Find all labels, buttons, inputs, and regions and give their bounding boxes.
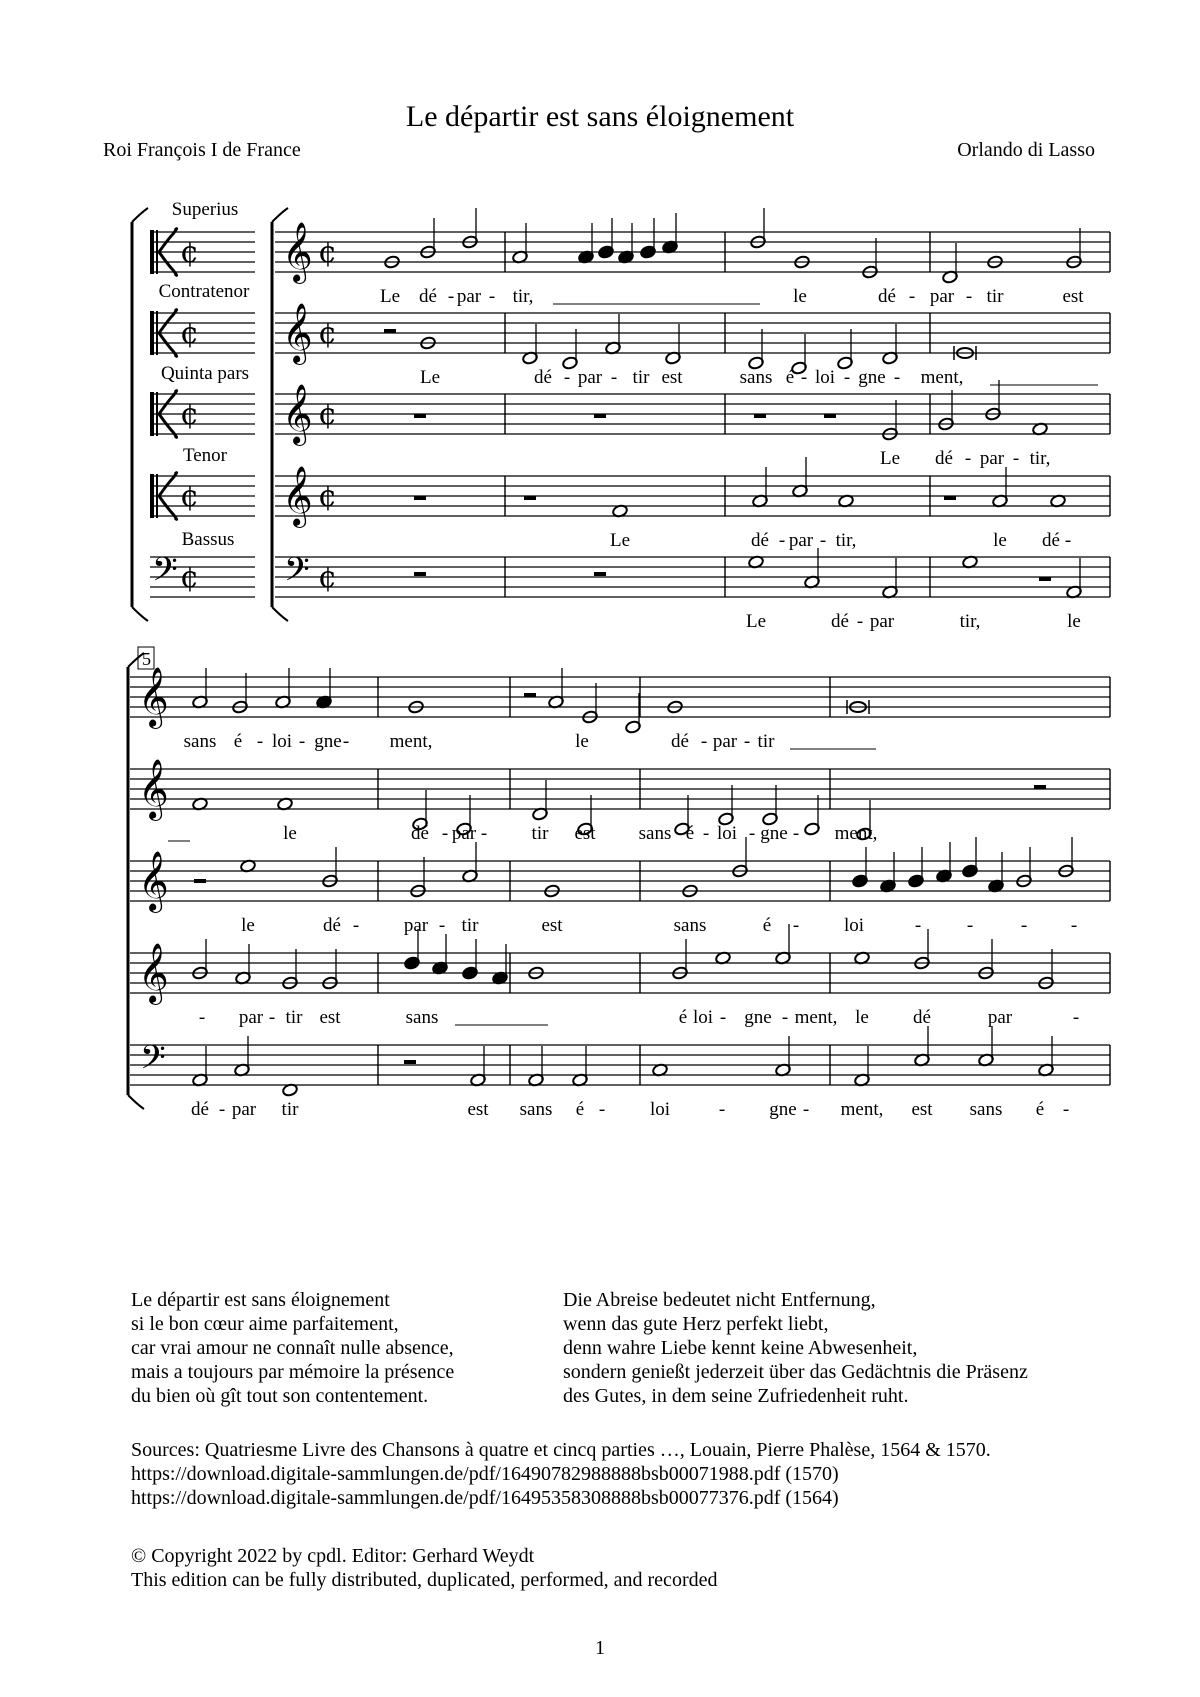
text-line: wenn das gute Herz perfekt liebt,	[563, 1313, 829, 1335]
lyric-syllable: -	[480, 823, 488, 844]
lyric-syllable: -	[908, 286, 916, 307]
lyric-syllable: par	[577, 367, 603, 388]
lyric-syllable: gne	[760, 823, 788, 844]
lyric-syllable: tir	[281, 1099, 299, 1120]
lyric-syllable: tir	[986, 286, 1004, 307]
voice-name: Superius	[171, 199, 239, 220]
treble-clef-icon: 𝄞	[282, 384, 313, 444]
lyric-syllable: é	[678, 1007, 688, 1028]
lyric-syllable: par	[788, 530, 814, 551]
lyric-syllable: loi	[814, 367, 836, 388]
lyric-syllable: dé	[191, 1099, 209, 1120]
clef-bar	[156, 474, 158, 518]
text-line: mais a toujours par mémoire la présence	[131, 1361, 455, 1383]
lyric-syllable: -	[819, 530, 827, 551]
lyric-syllable: tir	[461, 915, 479, 936]
clef-bar	[156, 311, 158, 355]
clef-bar	[150, 474, 154, 518]
rest	[194, 879, 206, 883]
clef-bar	[150, 311, 154, 355]
lyric-syllable: tir	[632, 367, 650, 388]
lyric-syllable: gne	[744, 1007, 772, 1028]
lyric-syllable: é	[762, 915, 772, 936]
lyric-syllable: loi	[692, 1007, 714, 1028]
voice-name: Quinta pars	[160, 363, 250, 384]
lyric-syllable: le	[283, 823, 297, 844]
lyric-syllable: sans	[739, 367, 773, 388]
lyric-syllable: le	[793, 286, 807, 307]
rest	[414, 572, 426, 576]
lyricist: Roi François I de France	[103, 139, 301, 161]
lyric-syllable: tir,	[959, 611, 981, 632]
lyric-syllable: par	[979, 448, 1005, 469]
lyric-syllable: est	[574, 823, 596, 844]
lyric-syllable: é	[1035, 1099, 1045, 1120]
cut-time-icon: ¢	[318, 560, 338, 595]
treble-clef-icon: 𝄞	[138, 851, 169, 911]
voice-name: Contratenor	[158, 281, 250, 302]
lyric-syllable: dé	[913, 1007, 931, 1028]
lyric-syllable: gne	[769, 1099, 797, 1120]
lyric-syllable: ment,	[834, 823, 878, 844]
treble-clef-icon: 𝄞	[282, 222, 313, 282]
lyric-syllable: -	[298, 731, 306, 752]
voice-name: Tenor	[182, 445, 228, 466]
text-line: car vrai amour ne connaît nulle absence,	[131, 1337, 454, 1359]
lyric-syllable: -	[438, 915, 446, 936]
cut-time-icon: ¢	[180, 560, 200, 595]
lyric-syllable: sans	[519, 1099, 553, 1120]
lyric-syllable: tir	[285, 1007, 303, 1028]
poem-french	[131, 1288, 454, 1408]
lyric-syllable: ment,	[840, 1099, 884, 1120]
text-line: Sources: Quatriesme Livre des Chansons à quatre et cincq parties …, Louain, Pierre Phalèse, 1564 & 1570.	[131, 1439, 991, 1461]
lyric-syllable: par	[456, 286, 482, 307]
lyric-syllable: Le	[745, 611, 767, 632]
lyric-syllable: sans	[638, 823, 672, 844]
cut-time-icon: ¢	[180, 479, 200, 514]
lyric-syllable: dé	[935, 448, 953, 469]
lyric-syllable: par	[929, 286, 955, 307]
lyric-syllable: loi	[716, 823, 738, 844]
composer: Orlando di Lasso	[957, 139, 1095, 161]
lyric-syllable: tir	[531, 823, 549, 844]
cut-time-icon: ¢	[318, 316, 338, 351]
text-line: © Copyright 2022 by cpdl. Editor: Gerhard Weydt	[131, 1545, 535, 1567]
clef-bar	[156, 230, 158, 274]
cut-time-icon: ¢	[180, 397, 200, 432]
lyric-syllable: sans	[673, 915, 707, 936]
lyric-syllable: ment,	[794, 1007, 838, 1028]
cut-time-icon: ¢	[180, 235, 200, 270]
lyric-syllable: sans	[183, 731, 217, 752]
lyric-syllable: -	[800, 367, 808, 388]
lyric-syllable: tir,	[1029, 448, 1051, 469]
lyric-syllable: é	[685, 823, 695, 844]
staff-lines	[130, 232, 1110, 1085]
sources	[131, 1438, 991, 1510]
clef-bar	[156, 392, 158, 436]
rest	[384, 329, 396, 333]
lyric-syllable: é	[785, 367, 795, 388]
lyric-syllable: le	[993, 530, 1007, 551]
lyric-syllable: est	[319, 1007, 341, 1028]
cut-time-icon: ¢	[318, 479, 338, 514]
lyric-syllable: ment,	[920, 367, 964, 388]
lyric-syllable: dé	[831, 611, 849, 632]
poem-german	[563, 1288, 1028, 1408]
lyric-syllable: -	[441, 823, 449, 844]
lyric-syllable: dé	[323, 915, 341, 936]
lyric-syllable: -	[802, 1099, 810, 1120]
lyric-syllable: -	[1064, 530, 1072, 551]
treble-clef-icon: 𝄞	[282, 303, 313, 363]
lyric-syllable: dé	[411, 823, 429, 844]
text-line: Die Abreise bedeutet nicht Entfernung,	[563, 1289, 876, 1311]
text-line: denn wahre Liebe kennt keine Abwesenheit,	[563, 1337, 918, 1359]
rest	[1034, 785, 1046, 789]
rest	[594, 572, 606, 576]
lyric-syllable: é	[575, 1099, 585, 1120]
lyric-syllable: -	[914, 915, 922, 936]
copyright-notice	[131, 1544, 717, 1592]
rest	[524, 693, 536, 697]
lyric-syllable: -	[342, 731, 350, 752]
cut-time-icon: ¢	[318, 235, 338, 270]
rest	[404, 1060, 416, 1064]
lyric-syllable: par	[712, 731, 738, 752]
lyric-syllable: -	[1012, 448, 1020, 469]
lyric-syllable: -	[743, 731, 751, 752]
lyric-syllable: dé	[671, 731, 689, 752]
lyric-syllable: dé	[878, 286, 896, 307]
lyric-syllable: tir,	[835, 530, 857, 551]
rest	[944, 496, 956, 500]
lyric-syllable: Le	[419, 367, 441, 388]
lyric-syllable: -	[1020, 915, 1028, 936]
lyric-syllable: -	[965, 286, 973, 307]
bass-clef-icon: 𝄢	[284, 551, 310, 597]
text-line: si le bon cœur aime parfaitement,	[131, 1313, 399, 1335]
lyric-syllable: Le	[879, 448, 901, 469]
lyric-syllable: -	[610, 367, 618, 388]
lyric-syllable: par	[987, 1007, 1013, 1028]
barlines	[378, 232, 1110, 1085]
lyric-syllable: est	[541, 915, 563, 936]
text-line: https://download.digitale-sammlungen.de/pdf/16495358308888bsb00077376.pdf (1564)	[131, 1487, 839, 1509]
rest	[754, 414, 766, 418]
text-line: des Gutes, in dem seine Zufriedenheit ruht.	[563, 1385, 909, 1407]
treble-clef-icon: 𝄞	[138, 667, 169, 727]
lyric-syllable: loi	[649, 1099, 671, 1120]
rest	[1039, 577, 1051, 581]
lyric-syllable: tir	[757, 731, 775, 752]
text-line: This edition can be fully distributed, duplicated, performed, and recorded	[131, 1569, 718, 1591]
lyric-syllable: -	[352, 915, 360, 936]
lyric-syllable: loi	[843, 915, 865, 936]
lyric-syllable: -	[964, 448, 972, 469]
lyric-syllable: -	[702, 823, 710, 844]
lyric-syllable: -	[1070, 915, 1078, 936]
lyric-syllable: tir,	[512, 286, 534, 307]
lyric-syllable: est	[467, 1099, 489, 1120]
rest	[824, 414, 836, 418]
lyric-syllable: -	[718, 1099, 726, 1120]
lyric-syllable: -	[1072, 1007, 1080, 1028]
lyric-syllable: -	[198, 1007, 206, 1028]
lyric-syllable: -	[563, 367, 571, 388]
lyric-syllable: -	[748, 823, 756, 844]
lyric-syllable: dé	[1042, 530, 1060, 551]
page-title: Le départir est sans éloignement	[405, 100, 795, 133]
lyric-syllable: -	[218, 1099, 226, 1120]
lyric-syllable: par	[451, 823, 477, 844]
lyric-syllable: dé	[534, 367, 552, 388]
lyric-syllable: loi	[271, 731, 293, 752]
lyric-syllable: -	[488, 286, 496, 307]
treble-clef-icon: 𝄞	[138, 759, 169, 819]
lyric-syllable: -	[778, 530, 786, 551]
text-line: Le départir est sans éloignement	[131, 1289, 390, 1311]
lyric-syllable: -	[268, 1007, 276, 1028]
rest	[414, 414, 426, 418]
lyric-syllable: -	[966, 915, 974, 936]
voice-name: Bassus	[181, 529, 235, 550]
lyric-syllable: sans	[969, 1099, 1003, 1120]
lyric-syllable: est	[1062, 286, 1084, 307]
lyric-syllable: dé	[419, 286, 437, 307]
lyric-syllable: ment,	[389, 731, 433, 752]
rest	[594, 414, 606, 418]
lyric-syllable: par	[869, 611, 895, 632]
lyric-syllable: -	[781, 1007, 789, 1028]
lyric-syllable: -	[792, 915, 800, 936]
text-line: https://download.digitale-sammlungen.de/pdf/16490782988888bsb00071988.pdf (1570)	[131, 1463, 839, 1485]
lyric-syllable: -	[792, 823, 800, 844]
lyric-syllable: -	[700, 731, 708, 752]
lyric-syllable: é	[233, 731, 243, 752]
lyric-syllable: par	[238, 1007, 264, 1028]
lyric-syllable: le	[241, 915, 255, 936]
text-line: sondern genießt jederzeit über das Gedächtnis die Präsenz	[563, 1361, 1028, 1383]
lyric-syllable: -	[856, 611, 864, 632]
lyric-syllable: -	[598, 1099, 606, 1120]
clef-bar	[150, 230, 154, 274]
lyric-syllable: est	[911, 1099, 933, 1120]
cut-time-icon: ¢	[180, 316, 200, 351]
text-line: du bien où gît tout son contentement.	[131, 1385, 429, 1407]
lyric-syllable: le	[855, 1007, 869, 1028]
music-score	[0, 190, 1200, 1200]
lyric-syllable: par	[403, 915, 429, 936]
lyric-syllable: Le	[609, 530, 631, 551]
bass-clef-icon: 𝄢	[140, 1039, 166, 1085]
lyric-syllable: -	[447, 286, 455, 307]
lyric-syllable: par	[231, 1099, 257, 1120]
treble-clef-icon: 𝄞	[282, 466, 313, 526]
lyric-syllable: -	[843, 367, 851, 388]
lyric-syllable: gne	[314, 731, 342, 752]
lyric-syllable: Le	[379, 286, 401, 307]
lyric-syllable: le	[1067, 611, 1081, 632]
lyric-syllable: est	[661, 367, 683, 388]
rest	[524, 496, 536, 500]
lyric-syllable: -	[893, 367, 901, 388]
treble-clef-icon: 𝄞	[138, 943, 169, 1003]
rest	[414, 496, 426, 500]
measure-number: 5	[142, 649, 151, 669]
clef-bar	[150, 392, 154, 436]
bass-clef-icon: 𝄢	[152, 551, 178, 597]
lyric-syllable: sans	[405, 1007, 439, 1028]
lyric-syllable: -	[1062, 1099, 1070, 1120]
lyric-syllable: gne	[858, 367, 886, 388]
lyric-syllable: dé	[751, 530, 769, 551]
lyric-syllable: -	[256, 731, 264, 752]
lyric-syllable: -	[719, 1007, 727, 1028]
cut-time-icon: ¢	[318, 397, 338, 432]
lyric-syllable: le	[575, 731, 589, 752]
bracket-hook	[132, 208, 148, 621]
page-number: 1	[595, 1637, 605, 1659]
